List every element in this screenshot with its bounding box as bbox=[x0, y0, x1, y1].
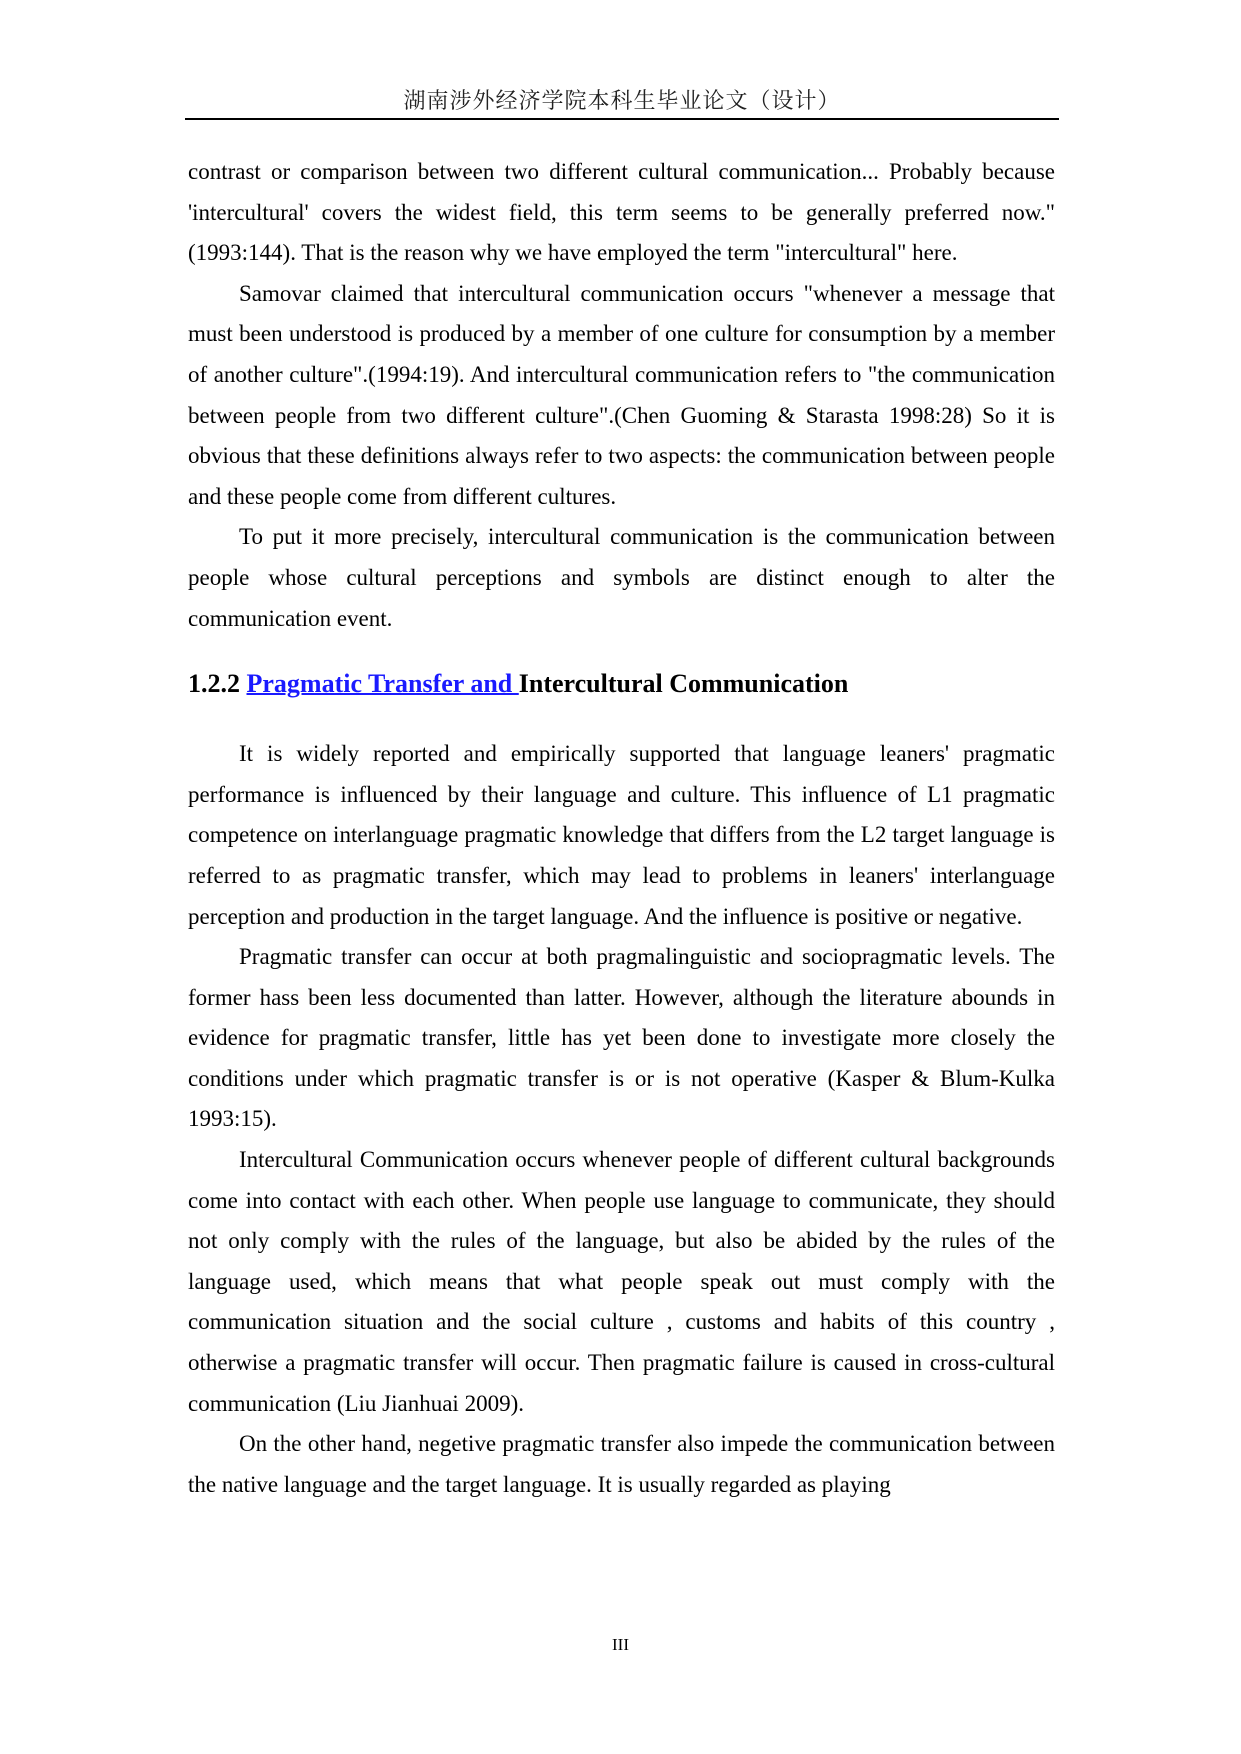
running-header: 湖南涉外经济学院本科生毕业论文（设计） bbox=[403, 89, 841, 114]
paragraph: Intercultural Communication occurs whenever people of different cultural backgrounds come into contact with each other. When people use language to communicate, they should not only comply with the rules of the language, but also be abided by the rules of the language used, which means that what people speak out must comply with the communication situation and the social culture , customs and habits of this country , otherwise a pragmatic transfer will occur. Then pragmatic failure is caused in cross-cultural communication (Liu Jianhuai 2009). bbox=[188, 1147, 1055, 1416]
paragraph: contrast or comparison between two different cultural communication... Probably because 'intercultural' covers the widest field, this term seems to be generally preferred now." (1993:144). That is the reason why we have employed the term "intercultural" here. bbox=[188, 159, 1055, 266]
paragraph: On the other hand, negetive pragmatic transfer also impede the communication between the native language and the target language. It is usually regarded as playing bbox=[188, 1431, 1055, 1497]
section-number: 1.2.2 bbox=[188, 669, 247, 699]
section-heading-link[interactable]: Pragmatic Transfer and bbox=[246, 669, 519, 699]
paragraph: Pragmatic transfer can occur at both pragmalinguistic and sociopragmatic levels. The former hass been less documented than latter. However, although the literature abounds in evidence for pragmatic transfer, little has yet been done to investigate more closely the conditions under which pragmatic transfer is or is not operative (Kasper & Blum-Kulka 1993:15). bbox=[188, 944, 1055, 1132]
section-heading-rest: Intercultural Communication bbox=[518, 669, 849, 699]
document-body bbox=[188, 152, 1055, 1505]
header-rule bbox=[185, 118, 1059, 120]
page-number: III bbox=[612, 1635, 629, 1654]
paragraph: Samovar claimed that intercultural communication occurs "whenever a message that must been understood is produced by a member of one culture for consumption by a member of another culture".(1994:19). And intercultural communication refers to "the communication between people from two different culture".(Chen Guoming & Starasta 1998:28) So it is obvious that these definitions always refer to two aspects: the communication between people and these people come from different cultures. bbox=[188, 280, 1055, 509]
paragraph: To put it more precisely, intercultural communication is the communication between people whose cultural perceptions and symbols are distinct enough to alter the communication event. bbox=[188, 524, 1055, 631]
paragraph: It is widely reported and empirically supported that language leaners' pragmatic performance is influenced by their language and culture. This influence of L1 pragmatic competence on interlanguage pragmatic knowledge that differs from the L2 target language is referred to as pragmatic transfer, which may lead to problems in leaners' interlanguage perception and production in the target language. And the influence is positive or negative. bbox=[188, 741, 1055, 929]
section-heading bbox=[188, 664, 1055, 704]
